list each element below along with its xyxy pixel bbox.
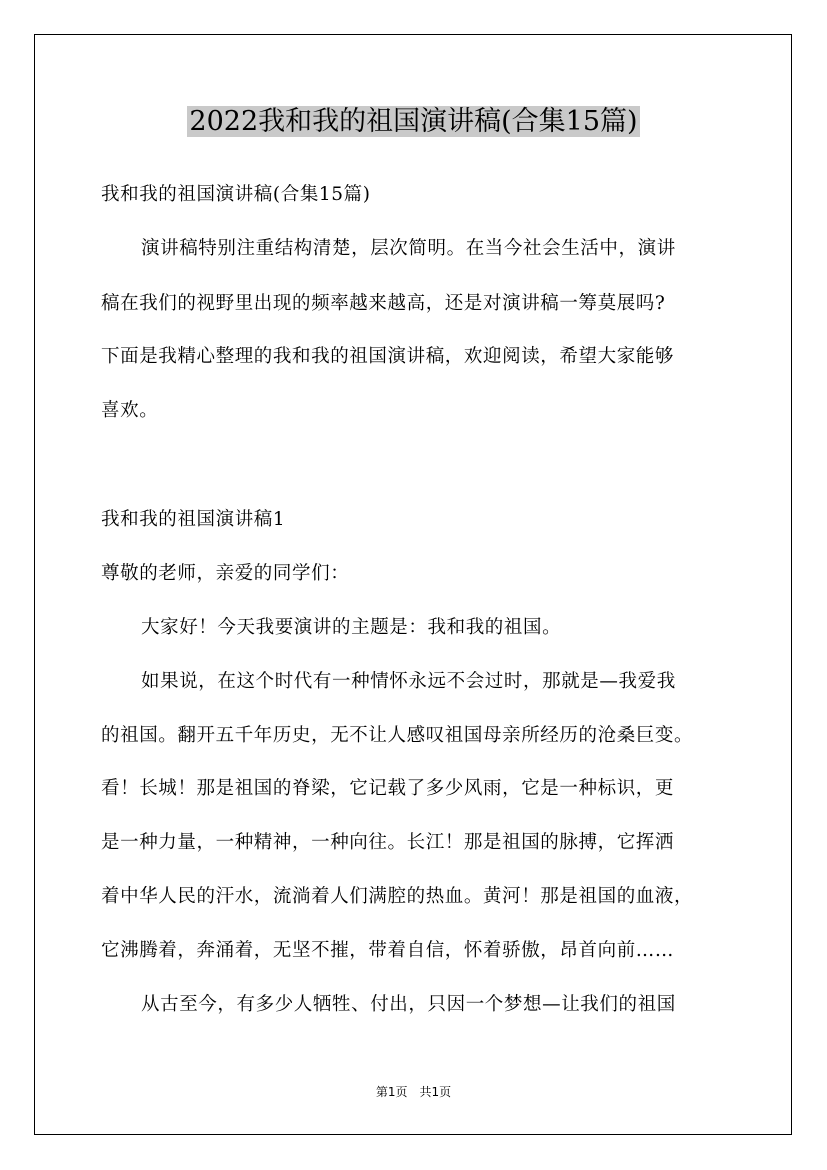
page-footer: 第1页 共1页 <box>375 1085 452 1099</box>
intro-line-4: 喜欢。 <box>101 400 159 421</box>
paragraph-last-line: 从古至今，有多少人牺牲、付出，只因一个梦想—让我们的祖国 <box>141 994 676 1015</box>
document-subtitle: 我和我的祖国演讲稿(合集15篇) <box>101 184 371 205</box>
paragraph-line-3: 看！长城！那是祖国的脊梁，它记载了多少风雨，它是一种标识，更 <box>101 778 675 799</box>
document-title-text: 2022我和我的祖国演讲稿(合集15篇) <box>189 106 638 137</box>
paragraph-line-5: 着中华人民的汗水，流淌着人们满腔的热血。黄河！那是祖国的血液， <box>101 886 694 907</box>
paragraph-line-2: 的祖国。翻开五千年历史，无不让人感叹祖国母亲所经历的沧桑巨变。 <box>101 725 694 746</box>
document-title <box>0 100 827 144</box>
paragraph-line-1: 如果说，在这个时代有一种情怀永远不会过时，那就是—我爱我 <box>141 671 676 692</box>
paragraph-line-6: 它沸腾着，奔涌着，无坚不摧，带着自信，怀着骄傲，昂首向前…… <box>101 940 675 961</box>
salutation: 尊敬的老师，亲爱的同学们： <box>101 563 350 584</box>
paragraph-line-4: 是一种力量，一种精神，一种向往。长江！那是祖国的脉搏，它挥洒 <box>101 832 675 853</box>
section-heading: 我和我的祖国演讲稿1 <box>101 509 286 530</box>
greeting: 大家好！今天我要演讲的主题是：我和我的祖国。 <box>141 617 562 638</box>
intro-line-3: 下面是我精心整理的我和我的祖国演讲稿，欢迎阅读，希望大家能够 <box>101 346 675 367</box>
intro-line-1: 演讲稿特别注重结构清楚，层次简明。在当今社会生活中，演讲 <box>141 238 676 259</box>
intro-line-2: 稿在我们的视野里出现的频率越来越高，还是对演讲稿一筹莫展吗? <box>101 293 666 314</box>
